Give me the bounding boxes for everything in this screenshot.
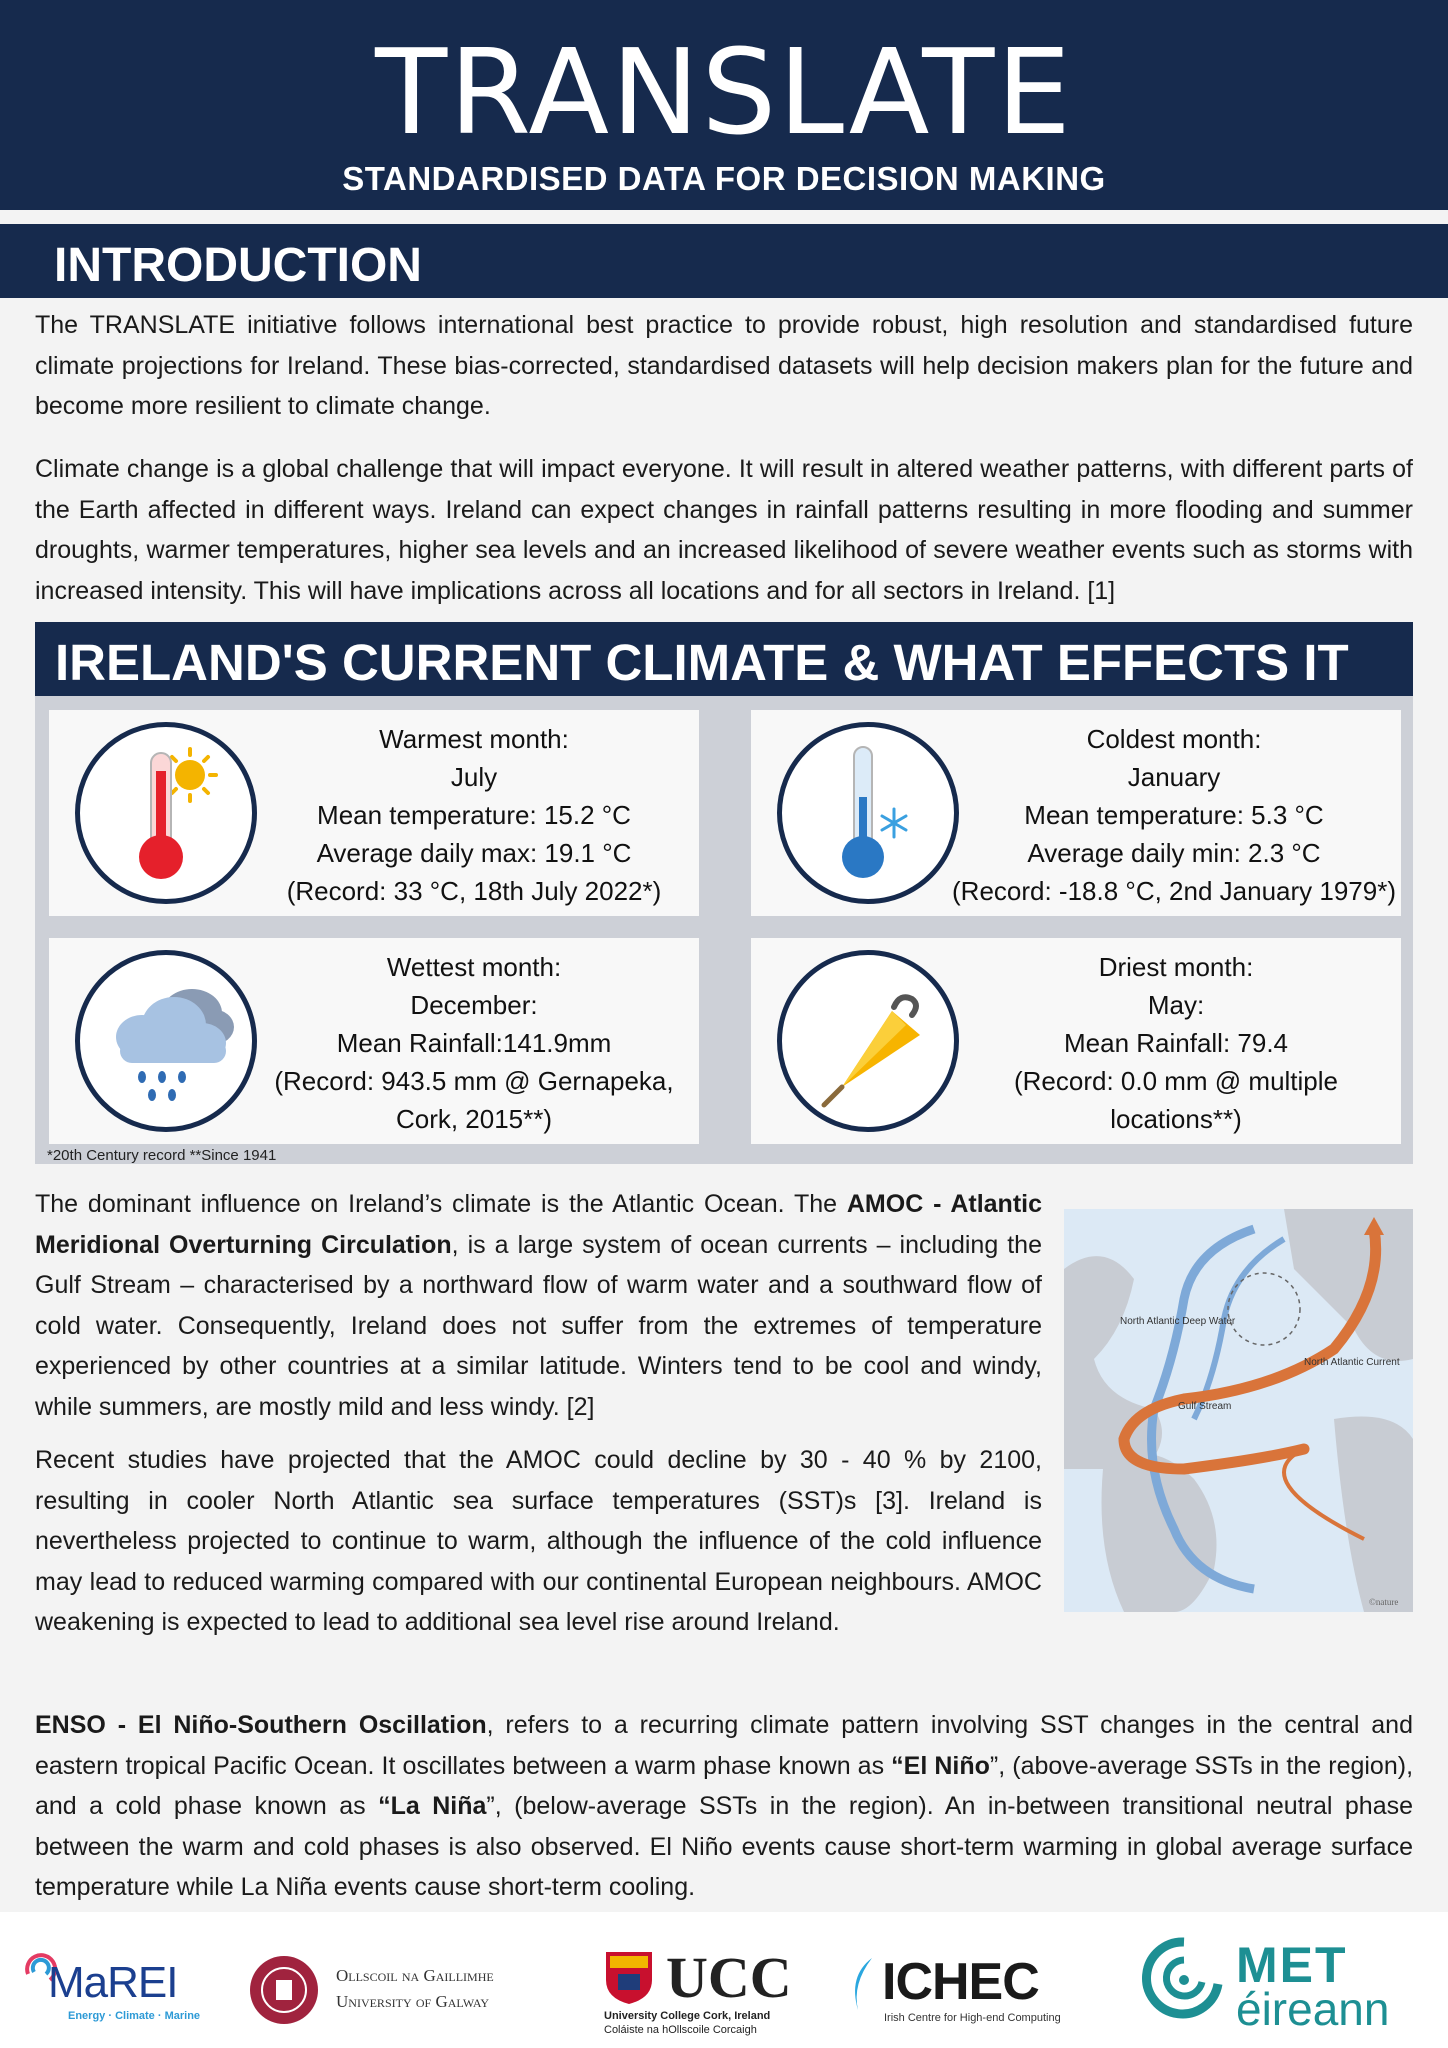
- galway-irish-name: Ollscoil na Gaillimhe: [336, 1966, 494, 1985]
- marei-tagline: Energy · Climate · Marine: [68, 2010, 201, 2022]
- page-title: TRANSLATE: [375, 23, 1073, 161]
- introduction-heading: INTRODUCTION: [54, 239, 422, 292]
- warmest-mean: Mean temperature: 15.2 °C: [317, 800, 631, 830]
- ucc-irish-name: Coláiste na hOllscoile Corcaigh: [604, 2024, 757, 2036]
- amoc-term: AMOC - Atlantic Meridional Overturning Circulation: [35, 1190, 1042, 1259]
- coldest-record: (Record: -18.8 °C, 2nd January 1979*): [952, 876, 1396, 906]
- el-nino-term: “El Niño: [891, 1751, 990, 1780]
- page-subtitle: STANDARDISED DATA FOR DECISION MAKING: [342, 160, 1106, 197]
- driest-mean: Mean Rainfall: 79.4: [1063, 1028, 1289, 1058]
- met-eireann-logo: [1140, 1934, 1430, 2044]
- enso-text-2: ”, (above-average SSTs in the region), and a cold phase known as: [35, 1751, 1414, 1820]
- hot-thermometer-icon: [75, 722, 257, 904]
- enso-term: ENSO - El Niño-Southern Oscillation: [35, 1711, 487, 1739]
- coldest-label: Coldest month:: [1086, 724, 1262, 754]
- marei-wordmark: MaREI: [48, 1958, 178, 2007]
- introduction-heading-bar: [0, 224, 1448, 298]
- coldest-month-card: [751, 710, 1401, 916]
- intro-paragraph-2: Climate change is a global challenge that will impact everyone. It will result in altered weather patterns, with different parts of the Earth affected in different ways. Ireland can expect changes in rainfall patterns resulting in more flooding and summer droughts, warmer temperatures, higher sea levels and an increased likelihood of severe weather events such as storms with increased intensity. This will have implications across all locations and for all sectors in Ireland. [1]: [35, 455, 1413, 605]
- enso-paragraph: [35, 1705, 1413, 1908]
- warmest-avg-max: Average daily max: 19.1 °C: [316, 838, 632, 868]
- climate-heading-bar: [35, 622, 1413, 696]
- driest-label: Driest month:: [1098, 952, 1254, 982]
- rain-cloud-icon: [75, 950, 257, 1132]
- header-banner: [0, 0, 1448, 210]
- warmest-record: (Record: 33 °C, 18th July 2022*): [286, 876, 662, 906]
- warmest-month-text: [269, 720, 679, 910]
- met-eireann-swirl-icon: [1140, 1934, 1226, 2034]
- coldest-mean: Mean temperature: 5.3 °C: [1024, 800, 1324, 830]
- met-wordmark: MET: [1236, 1937, 1348, 1993]
- map-label-gulf-stream: Gulf Stream: [1178, 1401, 1232, 1412]
- wettest-record: (Record: 943.5 mm @ Gernapeka,: [274, 1066, 674, 1096]
- eireann-wordmark: éireann: [1236, 1983, 1390, 2035]
- enso-text-3: ”, (below-average SSTs in the region). An in-between transitional neutral phase between the warm and cold phases is also observed. El Niño events cause short-term warming in global average surface temperature while La Niña events cause short-term cooling.: [35, 1792, 1414, 1901]
- map-label-deep-water: North Atlantic Deep Water: [1120, 1316, 1236, 1327]
- coldest-month: January: [1127, 762, 1221, 792]
- wettest-record-cont: Cork, 2015**): [395, 1104, 553, 1134]
- marei-logo: [20, 1946, 210, 2026]
- coldest-month-text: [947, 720, 1401, 910]
- amoc-map-figure: [1064, 1209, 1413, 1612]
- university-of-galway-logo: [248, 1954, 538, 2024]
- climate-facts-panel: [35, 696, 1413, 1164]
- ucc-wordmark: UCC: [666, 1945, 792, 2010]
- ucc-english-name: University College Cork, Ireland: [604, 2010, 771, 2022]
- warmest-month-card: [49, 710, 699, 916]
- galway-english-name: University of Galway: [336, 1992, 490, 2011]
- ichec-tagline: Irish Centre for High-end Computing: [884, 2012, 1061, 2024]
- ichec-swoosh-icon: [846, 1956, 876, 2012]
- wettest-month-text: [269, 948, 679, 1138]
- climate-heading: IRELAND'S CURRENT CLIMATE & WHAT EFFECTS IT: [55, 634, 1349, 691]
- amoc-paragraph-2: Recent studies have projected that the AMOC could decline by 30 - 40 % by 2100, resulting in cooler North Atlantic sea surface temperatures (SST)s [3]. Ireland is nevertheless projected to continue to warm, although the influence of the cold influence may lead to reduced warming compared with our continental European neighbours. AMOC weakening is expected to lead to additional sea level rise around Ireland.: [35, 1446, 1042, 1636]
- driest-month-text: [971, 948, 1381, 1138]
- coldest-avg-min: Average daily min: 2.3 °C: [1027, 838, 1321, 868]
- intro-paragraph-1: The TRANSLATE initiative follows international best practice to provide robust, high resolution and standardised future climate projections for Ireland. These bias-corrected, standardised datasets will help decision makers plan for the future and become more resilient to climate change.: [35, 311, 1413, 420]
- wettest-month: December:: [410, 990, 538, 1020]
- galway-crest-icon: [248, 1954, 320, 2026]
- wettest-month-card: [49, 938, 699, 1144]
- driest-record: (Record: 0.0 mm @ multiple: [1013, 1066, 1339, 1096]
- cold-thermometer-icon: [777, 722, 959, 904]
- ichec-logo: [846, 1953, 1076, 2026]
- amoc-paragraph-1: [35, 1184, 1042, 1427]
- climate-footnote: *20th Century record **Since 1941: [47, 1147, 277, 1164]
- wettest-label: Wettest month:: [386, 952, 562, 982]
- map-label-nac: North Atlantic Current: [1304, 1357, 1400, 1368]
- amoc-map: [1064, 1209, 1413, 1612]
- driest-month: May:: [1147, 990, 1205, 1020]
- driest-record-cont: locations**): [1110, 1104, 1242, 1134]
- closed-umbrella-icon: [777, 950, 959, 1132]
- amoc-p1-rest: , is a large system of ocean currents – including the Gulf Stream – characterised by a northward flow of warm water and a southward flow of cold water. Consequently, Ireland does not suffer from the extremes of temperature experienced by other countries at a similar latitude. Winters tend to be cool and windy, while summers, are mostly mild and less windy. [2]: [35, 1230, 1042, 1421]
- wettest-mean: Mean Rainfall:141.9mm: [336, 1028, 612, 1058]
- ucc-crest-icon: [604, 1950, 654, 2004]
- la-nina-term: “La Niña: [378, 1792, 487, 1820]
- enso-text-1: , refers to a recurring climate pattern involving SST changes in the central and eastern tropical Pacific Ocean. It oscillates between a warm phase known as: [35, 1711, 1413, 1780]
- ichec-wordmark: ICHEC: [882, 1953, 1039, 2011]
- amoc-p1-lead: The dominant influence on Ireland’s climate is the Atlantic Ocean. The: [35, 1190, 847, 1218]
- driest-month-card: [751, 938, 1401, 1144]
- map-credit: ©nature: [1369, 1597, 1399, 1607]
- ucc-logo: [604, 1945, 794, 2042]
- partner-logos-bar: [0, 1912, 1448, 2048]
- warmest-month: July: [450, 762, 498, 792]
- warmest-label: Warmest month:: [379, 724, 569, 754]
